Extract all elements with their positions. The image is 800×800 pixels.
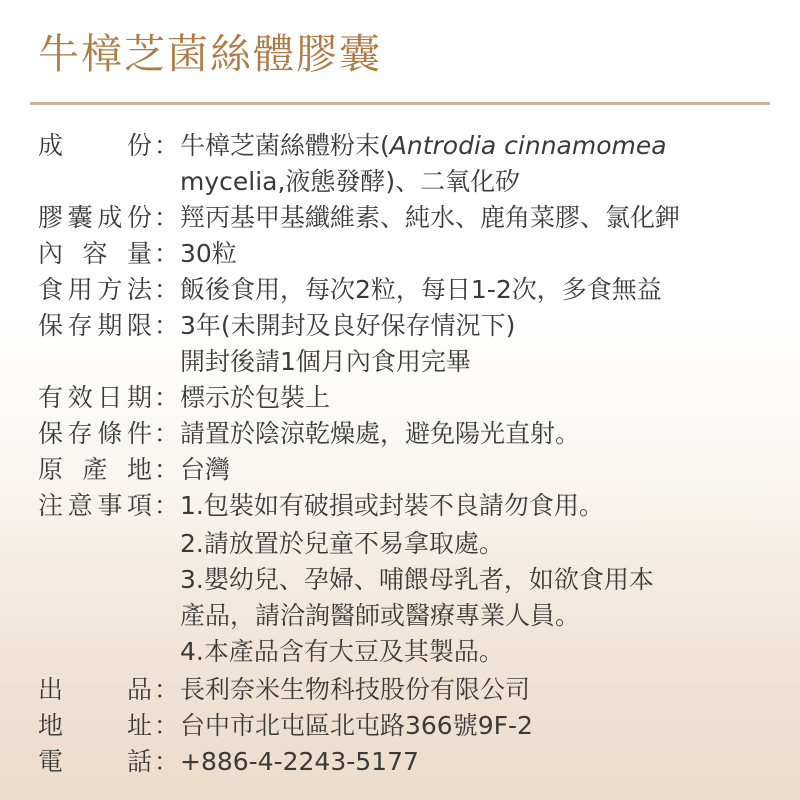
label-char: 原	[38, 455, 64, 484]
label-char: 項	[126, 491, 152, 520]
label-char: 產	[82, 455, 108, 484]
label-expiry	[38, 380, 152, 416]
row-phone	[0, 744, 800, 780]
label-char: 有	[38, 383, 64, 412]
label-char: 品	[126, 675, 152, 704]
row-ingredients-cont	[0, 164, 800, 200]
value-content: 30粒	[180, 239, 237, 268]
label-char: 成	[38, 131, 64, 160]
label-char: 條	[97, 419, 123, 448]
value-expiry: 標示於包裝上	[180, 383, 331, 412]
colon: ：	[154, 491, 180, 520]
note-line: 產品，請洽詢醫師或醫療專業人員。	[180, 601, 581, 630]
label-maker	[38, 672, 152, 708]
label-char: 用	[67, 275, 93, 304]
value-ingredients-line1	[180, 128, 667, 164]
value-usage: 飯後食用，每次2粒，每日1-2次，多食無益	[180, 275, 662, 304]
label-content	[38, 236, 152, 272]
row-origin	[0, 452, 800, 488]
label-char: 話	[126, 747, 152, 776]
label-char: 意	[67, 491, 93, 520]
colon: ：	[154, 131, 180, 160]
row-content	[0, 236, 800, 272]
value-ingredients-line2: mycelia,液態發酵)、二氧化矽	[180, 167, 521, 196]
colon: ：	[154, 419, 180, 448]
label-char: 日	[97, 383, 123, 412]
value-maker: 長利奈米生物科技股份有限公司	[180, 675, 531, 704]
product-title: 牛樟芝菌絲體膠囊	[38, 30, 382, 78]
note-line: 4.本產品含有大豆及其製品。	[180, 637, 504, 666]
label-char: 件	[126, 419, 152, 448]
label-char: 存	[67, 419, 93, 448]
label-char: 事	[97, 491, 123, 520]
row-shelf	[0, 308, 800, 344]
ingredients-latin: Antrodia cinnamomea	[389, 131, 667, 160]
label-capsule	[38, 200, 152, 236]
label-char: 址	[126, 711, 152, 740]
label-char: 食	[38, 275, 64, 304]
note-line: 1.包裝如有破損或封裝不良請勿食用。	[180, 491, 604, 520]
row-capsule	[0, 200, 800, 236]
label-char: 期	[97, 311, 123, 340]
label-usage	[38, 272, 152, 308]
row-notes-cont	[0, 562, 800, 598]
row-storage	[0, 416, 800, 452]
colon: ：	[154, 203, 180, 232]
colon: ：	[154, 311, 180, 340]
label-char: 出	[38, 675, 64, 704]
row-ingredients	[0, 128, 800, 164]
label-char: 存	[67, 311, 93, 340]
colon: ：	[154, 455, 180, 484]
row-usage	[0, 272, 800, 308]
label-char: 內	[38, 239, 64, 268]
row-address	[0, 708, 800, 744]
label-char: 保	[38, 311, 64, 340]
label-char: 地	[38, 711, 64, 740]
colon: ：	[154, 675, 180, 704]
label-char: 期	[126, 383, 152, 412]
label-char: 限	[126, 311, 152, 340]
label-char: 量	[126, 239, 152, 268]
label-address	[38, 708, 152, 744]
label-notes	[38, 488, 152, 524]
row-maker	[0, 672, 800, 708]
label-char: 膠	[38, 203, 64, 232]
label-char: 份	[126, 131, 152, 160]
row-shelf-cont	[0, 344, 800, 380]
colon: ：	[154, 383, 180, 412]
value-address: 台中市北屯區北屯路366號9F-2	[180, 711, 533, 740]
note-line: 2.請放置於兒童不易拿取處。	[180, 529, 504, 558]
row-expiry	[0, 380, 800, 416]
label-char: 效	[67, 383, 93, 412]
label-char: 份	[126, 203, 152, 232]
value-phone: +886-4-2243-5177	[180, 747, 419, 776]
row-notes-cont	[0, 598, 800, 634]
colon: ：	[154, 275, 180, 304]
label-char: 法	[126, 275, 152, 304]
row-notes-cont	[0, 526, 800, 562]
label-char: 地	[126, 455, 152, 484]
colon: ：	[154, 747, 180, 776]
label-char: 容	[82, 239, 108, 268]
value-storage: 請置於陰涼乾燥處，避免陽光直射。	[180, 419, 581, 448]
value-origin: 台灣	[180, 455, 231, 484]
value-shelf-line2: 開封後請1個月內食用完畢	[180, 347, 471, 376]
note-line: 3.嬰幼兒、孕婦、哺餵母乳者，如欲食用本	[180, 565, 654, 594]
label-char: 成	[97, 203, 123, 232]
ingredients-prefix: 牛樟芝菌絲體粉末(	[180, 131, 390, 160]
label-char: 方	[97, 275, 123, 304]
row-notes	[0, 488, 800, 524]
label-char: 電	[38, 747, 64, 776]
label-ingredients	[38, 128, 152, 164]
row-notes-cont	[0, 634, 800, 670]
label-char: 注	[38, 491, 64, 520]
label-char: 保	[38, 419, 64, 448]
label-char: 囊	[67, 203, 93, 232]
label-origin	[38, 452, 152, 488]
value-shelf-line1: 3年(未開封及良好保存情況下)	[180, 311, 516, 340]
colon: ：	[154, 239, 180, 268]
value-capsule: 羥丙基甲基纖維素、純水、鹿角菜膠、氯化鉀	[180, 203, 681, 232]
label-shelf	[38, 308, 152, 344]
label-phone	[38, 744, 152, 780]
label-storage	[38, 416, 152, 452]
colon: ：	[154, 711, 180, 740]
